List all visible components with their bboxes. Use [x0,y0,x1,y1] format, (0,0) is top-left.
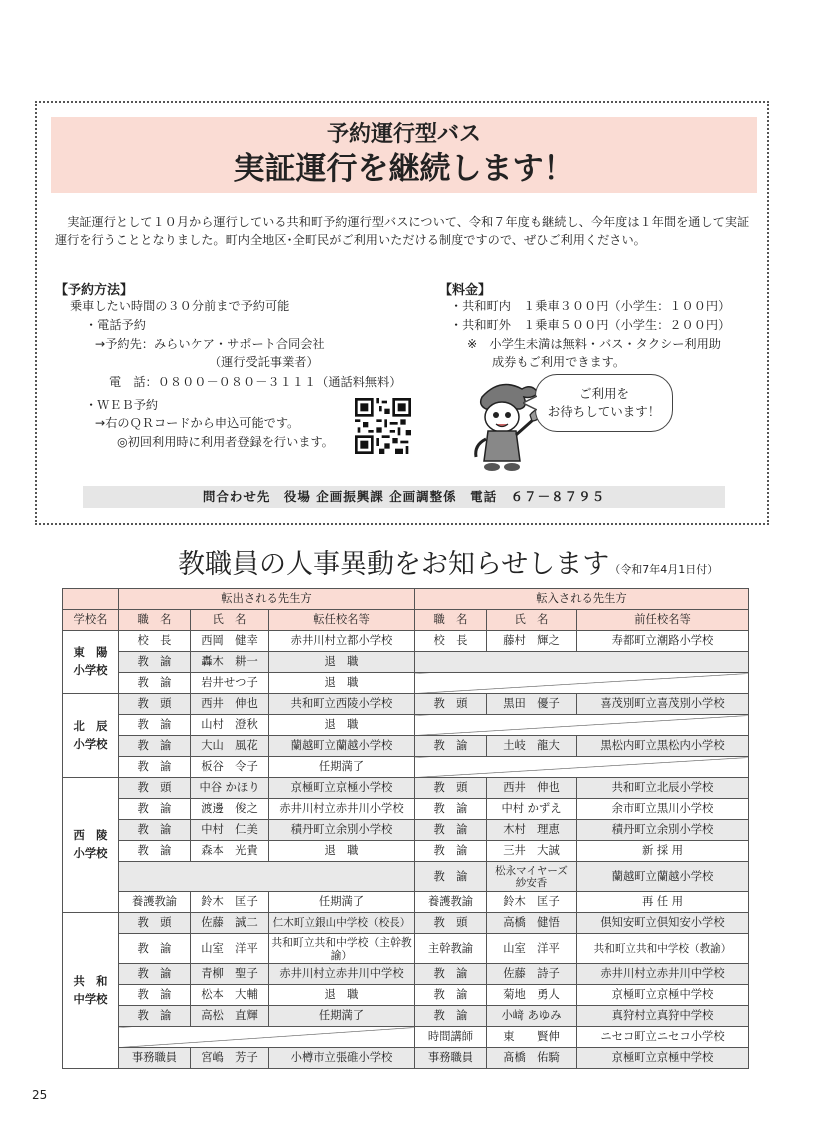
school-cell [63,913,119,1069]
col-prev: 前任校名等 [577,610,749,631]
table-cell: 教 諭 [119,841,191,862]
table-cell: 京極町立京極中学校 [577,1048,749,1069]
table-row [63,778,749,799]
contact-bar: 問合わせ先 役場 企画振興課 企画調整係 電話 ６７－８７９５ [83,486,725,508]
table-cell: 鈴木 匡子 [191,892,269,913]
table-cell: 教 頭 [415,913,487,934]
table-cell: 菊地 勇人 [487,985,577,1006]
table-cell: 積丹町立余別小学校 [577,820,749,841]
table-cell: 中村 かずえ [487,799,577,820]
table-row [63,736,749,757]
table-cell: 東 陽 [73,646,108,659]
corner-cell [63,589,119,610]
table-cell: 教 諭 [119,673,191,694]
reservation-line: →右のＱＲコードから申込可能です。 [95,416,300,430]
table-row [63,1006,749,1027]
table-cell: 教 頭 [119,694,191,715]
table-cell: 養護教諭 [119,892,191,913]
table-cell: 寿都町立潮路小学校 [577,631,749,652]
reservation-heading: 【予約方法】 [55,283,134,298]
reservation-line: ・ＷＥＢ予約 [85,398,159,412]
table-cell: 岩井せつ子 [191,673,269,694]
table-cell: 森本 光貴 [191,841,269,862]
table-cell: 教 諭 [119,985,191,1006]
table-cell: 山村 澄秋 [191,715,269,736]
empty-cell [119,862,415,892]
personnel-date: （令和7年4月1日付） [609,563,719,576]
table-cell: 余市町立黒川小学校 [577,799,749,820]
reservation-line: ◎初回利用時に利用者登録を行います。 [117,435,334,449]
table-cell: 退 職 [269,985,415,1006]
table-cell: 轟木 耕一 [191,652,269,673]
table-cell: 教 諭 [119,652,191,673]
reservation-line: （運行受託事業者） [209,355,319,369]
table-cell: 松本 大輔 [191,985,269,1006]
col-title-in: 職 名 [415,610,487,631]
table-cell: 北 辰 [73,719,108,733]
table-row [63,892,749,913]
table-cell: 仁木町立銀山中学校（校長） [269,913,415,934]
table-row [63,862,749,892]
col-title-out: 職 名 [119,610,191,631]
table-cell: ニセコ町立ニセコ小学校 [577,1027,749,1048]
table-cell: 大山 風花 [191,736,269,757]
personnel-title: 教職員の人事異動をお知らせします [178,549,610,580]
table-cell: 蘭越町立蘭越小学校 [577,862,749,892]
table-cell: 蘭越町立蘭越小学校 [269,736,415,757]
empty-cell [415,652,749,673]
table-cell: 青柳 聖子 [191,964,269,985]
table-cell: 高橋 健悟 [487,913,577,934]
table-cell: 中学校 [73,992,108,1006]
table-cell: 教 頭 [415,694,487,715]
table-row [63,694,749,715]
table-cell: 東 賢伸 [487,1027,577,1048]
table-cell: 教 諭 [415,985,487,1006]
table-cell: 主幹教諭 [415,934,487,964]
table-cell: 教 諭 [119,715,191,736]
table-cell: 養護教諭 [415,892,487,913]
fare-line: ※ 小学生未満は無料・バス・タクシー利用助 [467,337,721,351]
phone-line: 電 話：０８００－０８０－３１１１（通話料無料） [109,375,402,389]
empty-cell [415,757,749,778]
table-cell: 土岐 龍大 [487,736,577,757]
table-cell: 鈴木 匡子 [487,892,577,913]
col-name-in: 氏 名 [487,610,577,631]
table-row [63,913,749,934]
table-cell: 喜茂別町立喜茂別小学校 [577,694,749,715]
table-cell: 小﨑 あゆみ [487,1006,577,1027]
table-cell: 山室 洋平 [487,934,577,964]
bubble-line1: ご利用を [578,386,629,401]
table-cell: 共和町立共和中学校（教諭） [577,934,749,964]
table-row [63,757,749,778]
table-cell: 佐藤 誠二 [191,913,269,934]
table-cell: 高松 直輝 [191,1006,269,1027]
table-cell: 板谷 令子 [191,757,269,778]
table-cell: 退 職 [269,715,415,736]
table-cell: 教 諭 [119,934,191,964]
table-cell: 赤井川村立赤井川小学校 [269,799,415,820]
col-name-out: 氏 名 [191,610,269,631]
table-cell: 藤村 輝之 [487,631,577,652]
reservation-line: 乗車したい時間の３０分前まで予約可能 [70,299,290,313]
table-cell: 教 諭 [119,736,191,757]
table-cell: 西井 伸也 [191,694,269,715]
personnel-table [62,588,749,1069]
table-cell: 再 任 用 [577,892,749,913]
table-cell: 松永マイヤーズ 紗安香 [487,862,577,892]
table-cell: 京極町立京極小学校 [269,778,415,799]
table-cell: 山室 洋平 [191,934,269,964]
notice-intro: 実証運行として１０月から運行している共和町予約運行型バスについて、令和７年度も継続し、今年度は１年間を通して実証運行を行うこととなりました。町内全地区･全町民がご利用いただける制度ですので、ぜひご利用ください。 [55,215,750,247]
empty-cell [415,715,749,736]
table-cell: 事務職員 [415,1048,487,1069]
table-cell: 教 諭 [415,820,487,841]
table-cell: 任期満了 [269,757,415,778]
table-cell: 赤井川村立赤井川中学校 [269,964,415,985]
table-cell: 渡邊 俊之 [191,799,269,820]
table-cell: 教 諭 [119,757,191,778]
fare-line: 成券もご利用できます。 [492,355,626,369]
table-cell: 真狩村立真狩中学校 [577,1006,749,1027]
table-cell: 共和町立西陵小学校 [269,694,415,715]
table-row [63,820,749,841]
table-cell: 宮嶋 芳子 [191,1048,269,1069]
table-cell: 赤井川村立赤井川中学校 [577,964,749,985]
table-column-header [63,610,749,631]
table-row [63,1048,749,1069]
notice-title-line2: 実証運行を継続します！ [233,151,575,187]
table-row [63,799,749,820]
table-cell: 小学校 [73,737,108,751]
table-cell: 西井 伸也 [487,778,577,799]
table-cell: 黒松内町立黒松内小学校 [577,736,749,757]
empty-cell [119,1027,415,1048]
school-cell [63,631,119,694]
table-cell: 時間講師 [415,1027,487,1048]
table-cell: 新 採 用 [577,841,749,862]
table-row [63,631,749,652]
qr-code-icon[interactable] [355,398,411,454]
col-dest: 転任校名等 [269,610,415,631]
table-cell: 校 長 [119,631,191,652]
table-cell: 教 諭 [415,841,487,862]
table-cell: 教 諭 [415,964,487,985]
empty-cell [415,673,749,694]
table-cell: 積丹町立余別小学校 [269,820,415,841]
notice-title-line1: 予約運行型バス [326,122,481,147]
table-row [63,673,749,694]
table-cell: 教 諭 [415,862,487,892]
table-row [63,841,749,862]
table-cell: 中谷 かほり [191,778,269,799]
group-in-header: 転入される先生方 [415,589,749,610]
fare-line: ・共和町内 １乗車３００円（小学生：１００円） [450,299,731,313]
table-cell: 西 陵 [73,829,108,842]
table-row [63,1027,749,1048]
table-cell: 三井 大誠 [487,841,577,862]
school-cell [63,694,119,778]
table-cell: 京極町立京極中学校 [577,985,749,1006]
table-cell: 校 長 [415,631,487,652]
notice-title-band [51,117,757,193]
speech-bubble [535,374,673,432]
table-cell: 教 諭 [415,799,487,820]
table-cell: 共和町立共和中学校（主幹教諭） [269,934,415,964]
personnel-heading [178,542,718,581]
table-cell: 西岡 健幸 [191,631,269,652]
table-cell: 教 諭 [119,820,191,841]
table-cell: 黒田 優子 [487,694,577,715]
table-cell: 木村 理恵 [487,820,577,841]
table-row [63,652,749,673]
fare-heading: 【料金】 [439,283,492,298]
table-row [63,934,749,964]
bubble-line2: お待ちしています！ [547,404,661,419]
group-out-header: 転出される先生方 [119,589,415,610]
table-cell: 教 諭 [119,799,191,820]
fare-line: ・共和町外 １乗車５００円（小学生：２００円） [450,318,731,332]
table-cell: 教 頭 [415,778,487,799]
table-cell: 教 諭 [415,736,487,757]
bus-notice-box [35,101,769,525]
table-row [63,985,749,1006]
table-cell: 退 職 [269,841,415,862]
table-group-header [63,589,749,610]
table-cell: 退 職 [269,652,415,673]
table-cell: 教 諭 [415,1006,487,1027]
col-school: 学校名 [63,610,119,631]
table-cell: 小学校 [73,847,108,860]
table-cell: 任期満了 [269,892,415,913]
table-cell: 倶知安町立倶知安小学校 [577,913,749,934]
table-cell: 中村 仁美 [191,820,269,841]
table-cell: 小樽市立張碓小学校 [269,1048,415,1069]
reservation-line: ・電話予約 [85,318,146,332]
table-row [63,964,749,985]
table-cell: 共和町立北辰小学校 [577,778,749,799]
table-row [63,715,749,736]
table-cell: 任期満了 [269,1006,415,1027]
table-cell: 教 諭 [119,964,191,985]
table-cell: 小学校 [73,664,108,677]
table-cell: 教 諭 [119,1006,191,1027]
reservation-line: →予約先：みらいケア・サポート合同会社 [95,337,325,351]
table-cell: 佐藤 詩子 [487,964,577,985]
table-cell: 共 和 [73,974,108,988]
table-cell: 教 頭 [119,778,191,799]
table-cell: 退 職 [269,673,415,694]
table-cell: 髙橋 佑騎 [487,1048,577,1069]
page-number: 25 [32,1088,48,1102]
table-cell: 教 頭 [119,913,191,934]
school-cell [63,778,119,913]
table-cell: 赤井川村立都小学校 [269,631,415,652]
table-cell: 事務職員 [119,1048,191,1069]
